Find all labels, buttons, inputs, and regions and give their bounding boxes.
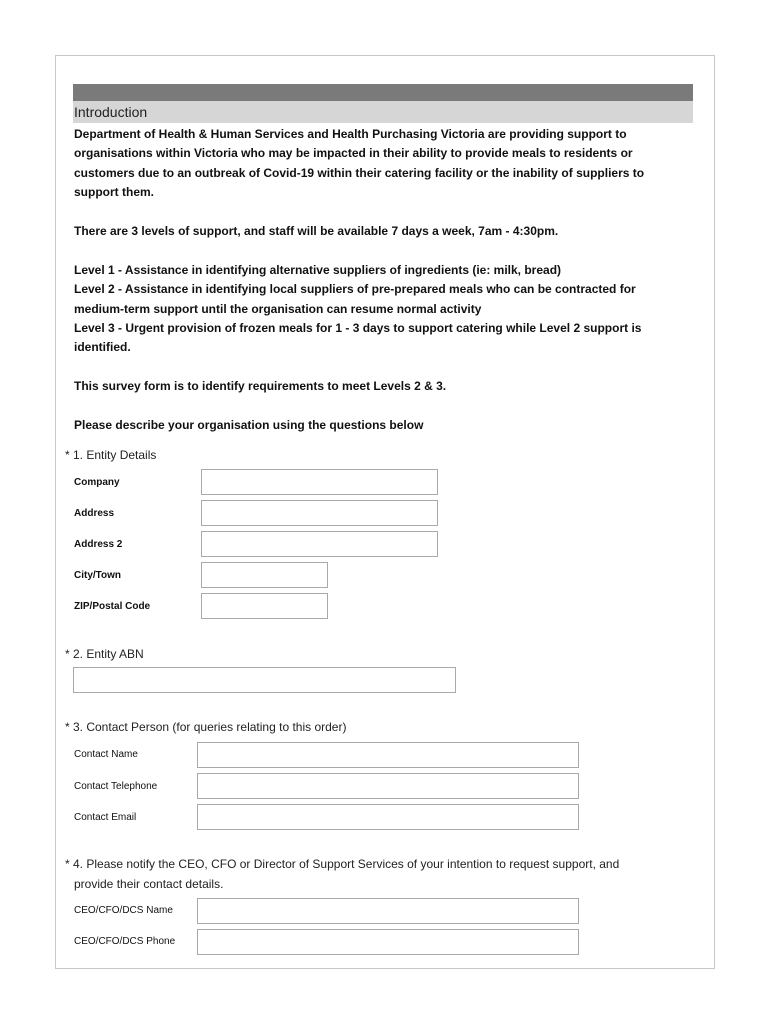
intro-level-3: Level 3 - Urgent provision of frozen meals for 1 - 3 days to support catering while Level 2 support is identified. [74,321,642,355]
intro-level-2: Level 2 - Assistance in identifying local suppliers of pre-prepared meals who can be contracted for medium-term support until the organisation can resume normal activity [74,282,636,316]
section-title-bar [73,101,693,123]
company-label: Company [74,477,120,488]
question-2-title: * 2. Entity ABN [65,647,144,661]
zip-postal-code-label: ZIP/Postal Code [74,601,151,612]
question-3-title: * 3. Contact Person (for queries relating to this order) [65,720,347,734]
company-input[interactable] [201,469,438,495]
contact-name-label: Contact Name [74,749,138,760]
section-title: Introduction [74,104,148,120]
contact-telephone-label: Contact Telephone [74,781,158,792]
intro-level-1: Level 1 - Assistance in identifying alternative suppliers of ingredients (ie: milk, bread) [74,262,562,277]
contact-email-label: Contact Email [74,812,137,823]
ceo-phone-label: CEO/CFO/DCS Phone [74,936,176,947]
intro-purpose: This survey form is to identify requirements to meet Levels 2 & 3. [74,379,447,394]
contact-telephone-input[interactable] [197,773,579,799]
address-2-label: Address 2 [74,539,123,550]
ceo-name-input[interactable] [197,898,579,924]
city-town-input[interactable] [201,562,328,588]
intro-paragraph: Department of Health & Human Services and Health Purchasing Victoria are providing support to organisations within Victoria who may be impacted in their ability to provide meals to residents or customers due to an outbreak of Covid-19 within their catering facility or the inability of suppliers to support them. [74,127,645,200]
ceo-name-label: CEO/CFO/DCS Name [74,905,173,916]
contact-name-input[interactable] [197,742,579,768]
section-header-bar [73,84,693,101]
question-4-title: * 4. Please notify the CEO, CFO or Director of Support Services of your intention to request support, and [65,857,620,871]
page-right-edge [714,55,715,969]
ceo-phone-input[interactable] [197,929,579,955]
zip-postal-code-input[interactable] [201,593,328,619]
address-2-input[interactable] [201,531,438,557]
city-town-label: City/Town [74,570,122,581]
question-4-title-continued: provide their contact details. [74,877,224,891]
contact-email-input[interactable] [197,804,579,830]
entity-abn-input[interactable] [73,667,456,693]
address-input[interactable] [201,500,438,526]
question-1-title: * 1. Entity Details [65,448,157,462]
intro-levels-summary: There are 3 levels of support, and staff will be available 7 days a week, 7am - 4:30pm. [74,224,559,239]
intro-text [74,125,689,455]
intro-instruction: Please describe your organisation using the questions below [74,418,424,433]
address-label: Address [74,508,115,519]
